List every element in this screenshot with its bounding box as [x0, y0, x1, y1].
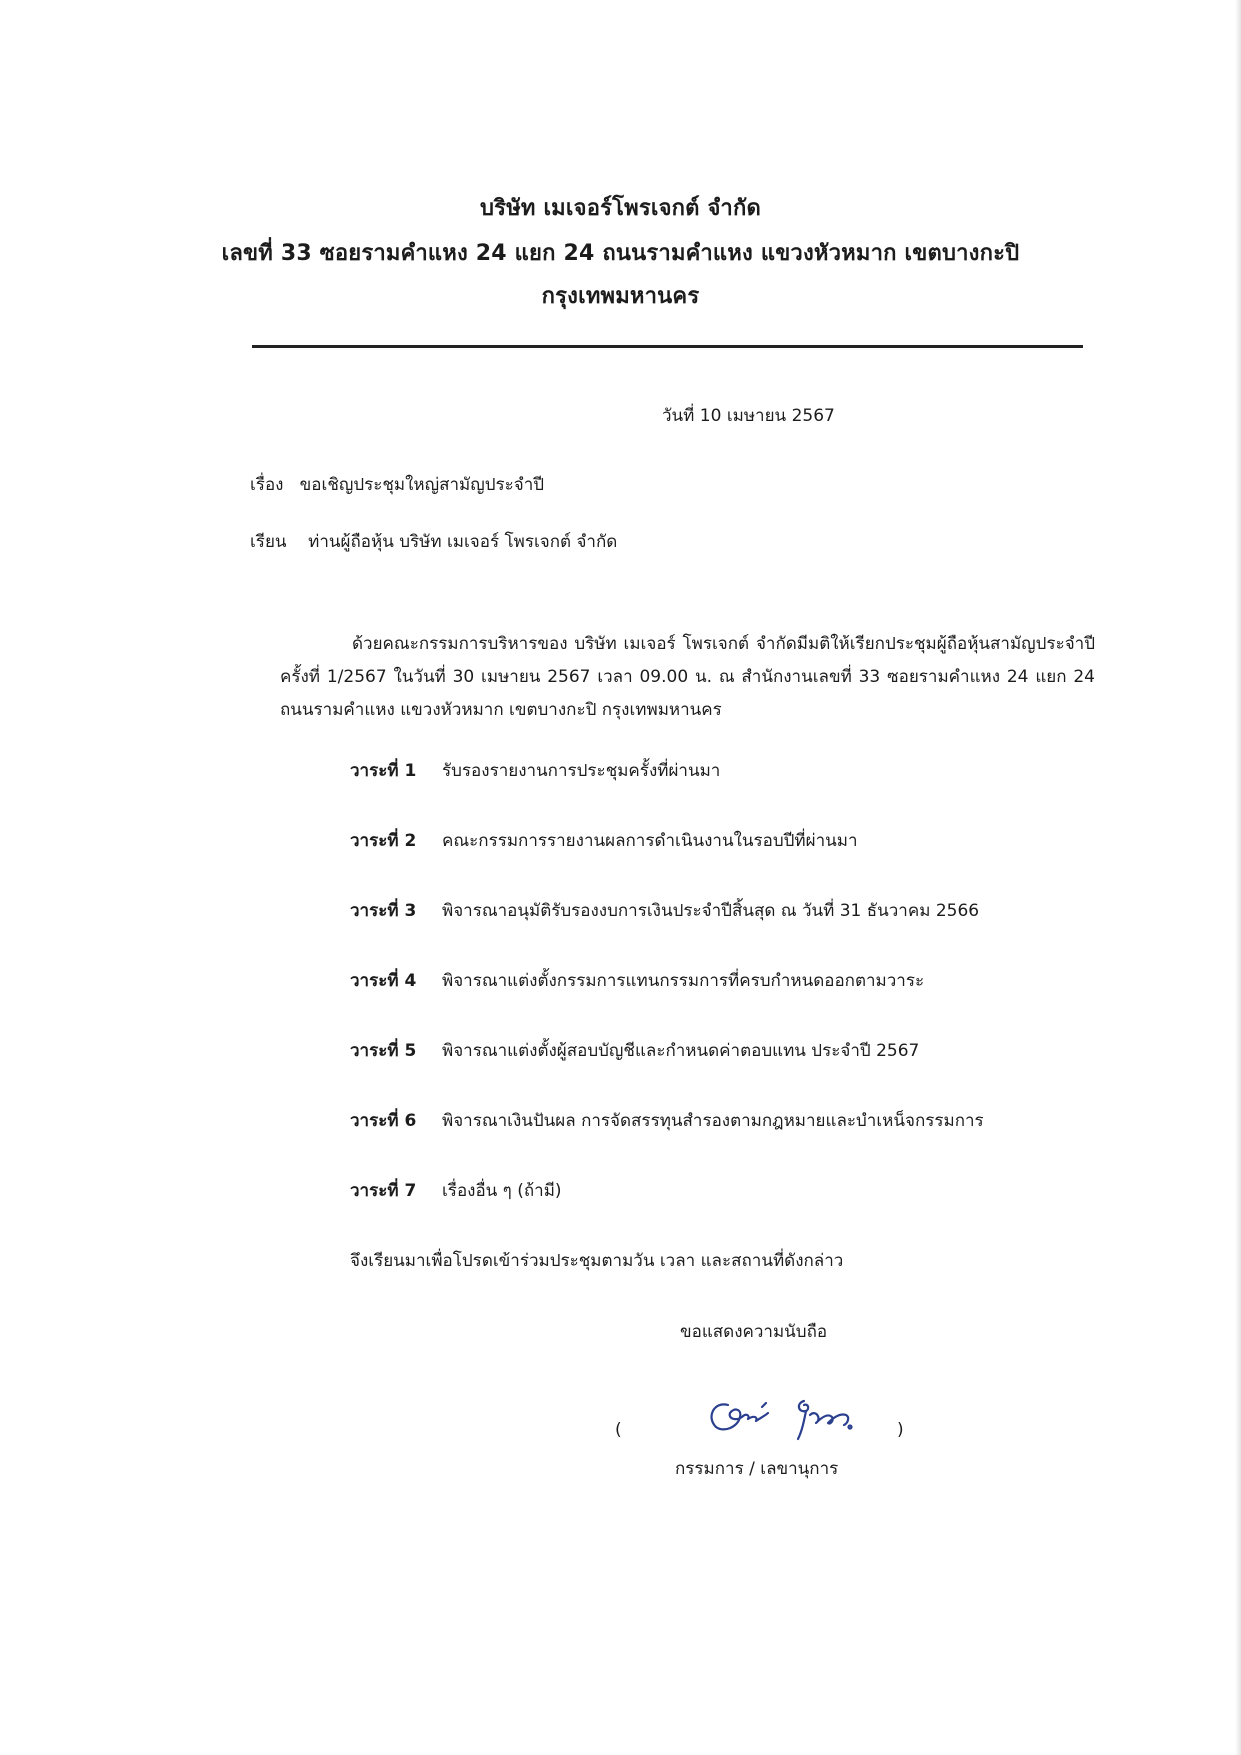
agenda-text: พิจารณาเงินปันผล การจัดสรรทุนสำรองตามกฎหมายและบำเหน็จกรรมการ — [442, 1111, 984, 1131]
agenda-label: วาระที่ 5 — [350, 1041, 417, 1061]
agenda-label: วาระที่ 1 — [350, 761, 417, 781]
signature-open-paren: ( — [615, 1420, 622, 1440]
subject-line — [250, 471, 544, 498]
agenda-item-3 — [350, 897, 1050, 924]
recipient-text: ท่านผู้ถือหุ้น บริษัท เมเจอร์ โพรเจกต์ จำกัด — [308, 532, 618, 552]
agenda-item-5 — [350, 1037, 1050, 1064]
header-divider — [252, 345, 1083, 348]
handwritten-signature — [700, 1383, 880, 1445]
signature-close-paren: ) — [897, 1420, 904, 1440]
company-address-line2: กรุงเทพมหานคร — [541, 284, 700, 309]
recipient-label: เรียน — [250, 532, 287, 552]
signatory-title: กรรมการ / เลขานุการ — [675, 1459, 839, 1479]
agenda-label: วาระที่ 3 — [350, 901, 417, 921]
closing-sentence: จึงเรียนมาเพื่อโปรดเข้าร่วมประชุมตามวัน เวลา และสถานที่ดังกล่าว — [350, 1251, 844, 1271]
agenda-text: เรื่องอื่น ๆ (ถ้ามี) — [442, 1181, 562, 1201]
agenda-item-7 — [350, 1177, 1050, 1204]
recipient-line — [250, 528, 617, 555]
agenda-text: พิจารณาแต่งตั้งกรรมการแทนกรรมการที่ครบกำหนดออกตามวาระ — [442, 971, 925, 991]
subject-label: เรื่อง — [250, 475, 284, 495]
company-name: บริษัท เมเจอร์โพรเจกต์ จำกัด — [480, 196, 761, 221]
agenda-label: วาระที่ 6 — [350, 1111, 417, 1131]
agenda-item-6 — [350, 1107, 1050, 1134]
agenda-item-1 — [350, 757, 1050, 784]
agenda-item-4 — [350, 967, 1050, 994]
agenda-text: คณะกรรมการรายงานผลการดำเนินงานในรอบปีที่ผ่านมา — [442, 831, 858, 851]
agenda-text: พิจารณาอนุมัติรับรองงบการเงินประจำปีสิ้นสุด ณ วันที่ 31 ธันวาคม 2566 — [442, 901, 980, 921]
agenda-text: รับรองรายงานการประชุมครั้งที่ผ่านมา — [442, 761, 721, 781]
agenda-item-2 — [350, 827, 1050, 854]
agenda-label: วาระที่ 2 — [350, 831, 417, 851]
letter-date: วันที่ 10 เมษายน 2567 — [662, 406, 835, 426]
company-address-line1: เลขที่ 33 ซอยรามคำแหง 24 แยก 24 ถนนรามคำแหง แขวงหัวหมาก เขตบางกะปิ — [221, 241, 1020, 266]
agenda-label: วาระที่ 4 — [350, 971, 417, 991]
subject-text: ขอเชิญประชุมใหญ่สามัญประจำปี — [299, 475, 545, 495]
agenda-text: พิจารณาแต่งตั้งผู้สอบบัญชีและกำหนดค่าตอบแทน ประจำปี 2567 — [442, 1041, 920, 1061]
regards-text: ขอแสดงความนับถือ — [680, 1322, 828, 1342]
body-paragraph: ด้วยคณะกรรมการบริหารของ บริษัท เมเจอร์ โพรเจกต์ จำกัดมีมติให้เรียกประชุมผู้ถือหุ้นสามัญประจำปี ครั้งที่ 1/2567 ในวันที่ 30 เมษายน 2567 เวลา 09.00 น. ณ สำนักงานเลขที่ 33 ซอยรามคำแหง 24 แยก 24 ถนนรามคำแหง แขวงหัวหมาก เขตบางกะปิ กรุงเทพมหานคร — [280, 634, 1095, 720]
agenda-label: วาระที่ 7 — [350, 1181, 417, 1201]
